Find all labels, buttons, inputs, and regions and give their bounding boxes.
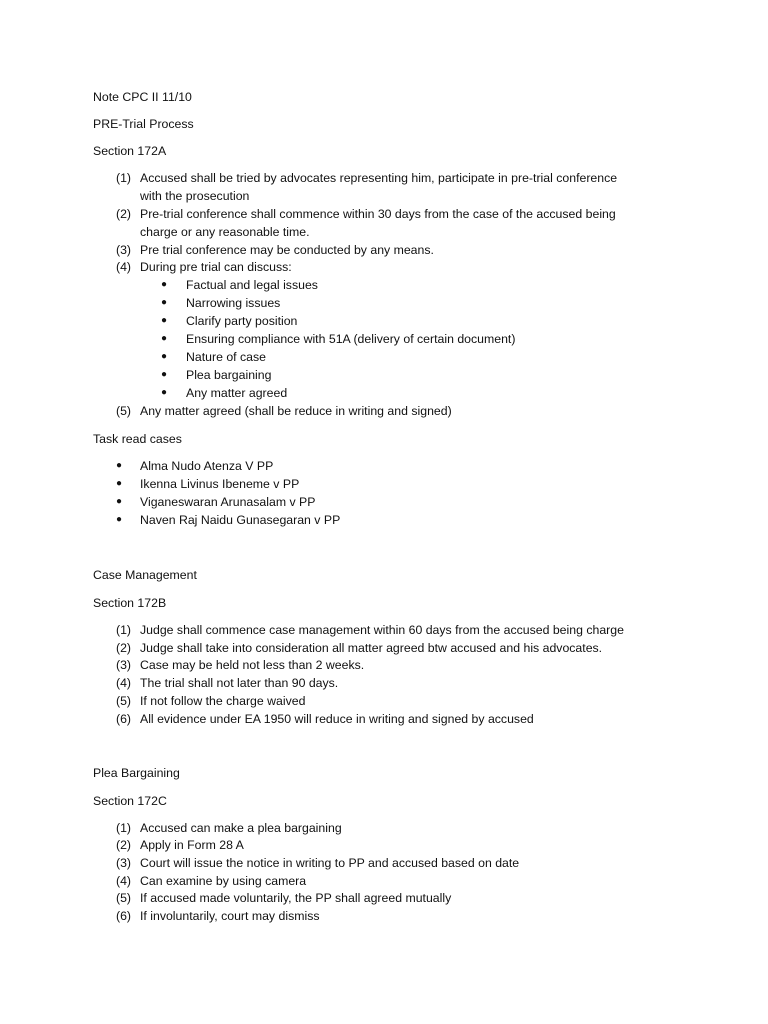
item-number: (1): [116, 821, 132, 835]
page-subtitle: PRE-Trial Process: [93, 117, 194, 131]
bullet-icon: ●: [161, 279, 168, 290]
item-text: Case may be held not less than 2 weeks.: [140, 658, 365, 672]
case-item: Ikenna Livinus Ibeneme v PP: [140, 477, 300, 491]
item-number: (4): [116, 260, 132, 274]
case-item: Naven Raj Naidu Gunasegaran v PP: [140, 513, 341, 527]
item-text: Apply in Form 28 A: [140, 838, 244, 852]
bullet-icon: ●: [161, 369, 168, 380]
bullet-icon: ●: [116, 460, 123, 471]
task-heading: Task read cases: [93, 432, 182, 446]
item-text-continued: with the prosecution: [140, 189, 250, 203]
item-text: All evidence under EA 1950 will reduce in writing and signed by accused: [140, 712, 534, 726]
item-number: (6): [116, 909, 132, 923]
item-text: Court will issue the notice in writing to PP and accused based on date: [140, 856, 520, 870]
section-heading-172a: Section 172A: [93, 144, 167, 158]
plea-bargaining-title: Plea Bargaining: [93, 766, 180, 780]
item-text: If accused made voluntarily, the PP shall agreed mutually: [140, 891, 452, 905]
item-number: (3): [116, 856, 132, 870]
item-number: (2): [116, 207, 132, 221]
section-heading-172c: Section 172C: [93, 794, 167, 808]
bullet-icon: ●: [116, 478, 123, 489]
bullet-item: Any matter agreed: [186, 386, 288, 400]
item-text: Pre-trial conference shall commence within 30 days from the case of the accused being: [140, 207, 616, 221]
item-number: (4): [116, 874, 132, 888]
item-text: Accused can make a plea bargaining: [140, 821, 342, 835]
item-number: (5): [116, 891, 132, 905]
bullet-item: Plea bargaining: [186, 368, 272, 382]
case-management-title: Case Management: [93, 568, 197, 582]
item-text: Any matter agreed (shall be reduce in writing and signed): [140, 404, 452, 418]
item-text: If involuntarily, court may dismiss: [140, 909, 320, 923]
bullet-icon: ●: [161, 387, 168, 398]
bullet-item: Narrowing issues: [186, 296, 281, 310]
note-title: Note CPC II 11/10: [93, 90, 192, 104]
bullet-icon: ●: [161, 315, 168, 326]
bullet-item: Factual and legal issues: [186, 278, 318, 292]
item-number: (2): [116, 838, 132, 852]
item-text: Judge shall take into consideration all matter agreed btw accused and his advocates.: [140, 641, 603, 655]
item-number: (4): [116, 676, 132, 690]
item-text-continued: charge or any reasonable time.: [140, 225, 310, 239]
bullet-item: Nature of case: [186, 350, 266, 364]
item-number: (5): [116, 404, 132, 418]
bullet-icon: ●: [161, 297, 168, 308]
case-item: Viganeswaran Arunasalam v PP: [140, 495, 316, 509]
item-number: (5): [116, 694, 132, 708]
item-number: (1): [116, 623, 132, 637]
bullet-icon: ●: [161, 351, 168, 362]
bullet-icon: ●: [116, 496, 123, 507]
item-number: (6): [116, 712, 132, 726]
item-number: (2): [116, 641, 132, 655]
bullet-item: Ensuring compliance with 51A (delivery of certain document): [186, 332, 516, 346]
item-text: During pre trial can discuss:: [140, 260, 292, 274]
item-text: If not follow the charge waived: [140, 694, 306, 708]
item-text: Accused shall be tried by advocates representing him, participate in pre-trial conference: [140, 171, 618, 185]
bullet-icon: ●: [161, 333, 168, 344]
section-heading-172b: Section 172B: [93, 596, 167, 610]
bullet-icon: ●: [116, 514, 123, 525]
item-text: Can examine by using camera: [140, 874, 307, 888]
case-item: Alma Nudo Atenza V PP: [140, 459, 274, 473]
bullet-item: Clarify party position: [186, 314, 298, 328]
item-text: Judge shall commence case management within 60 days from the accused being charge: [140, 623, 624, 637]
item-text: The trial shall not later than 90 days.: [140, 676, 339, 690]
item-number: (3): [116, 243, 132, 257]
item-number: (3): [116, 658, 132, 672]
item-text: Pre trial conference may be conducted by any means.: [140, 243, 434, 257]
item-number: (1): [116, 171, 132, 185]
